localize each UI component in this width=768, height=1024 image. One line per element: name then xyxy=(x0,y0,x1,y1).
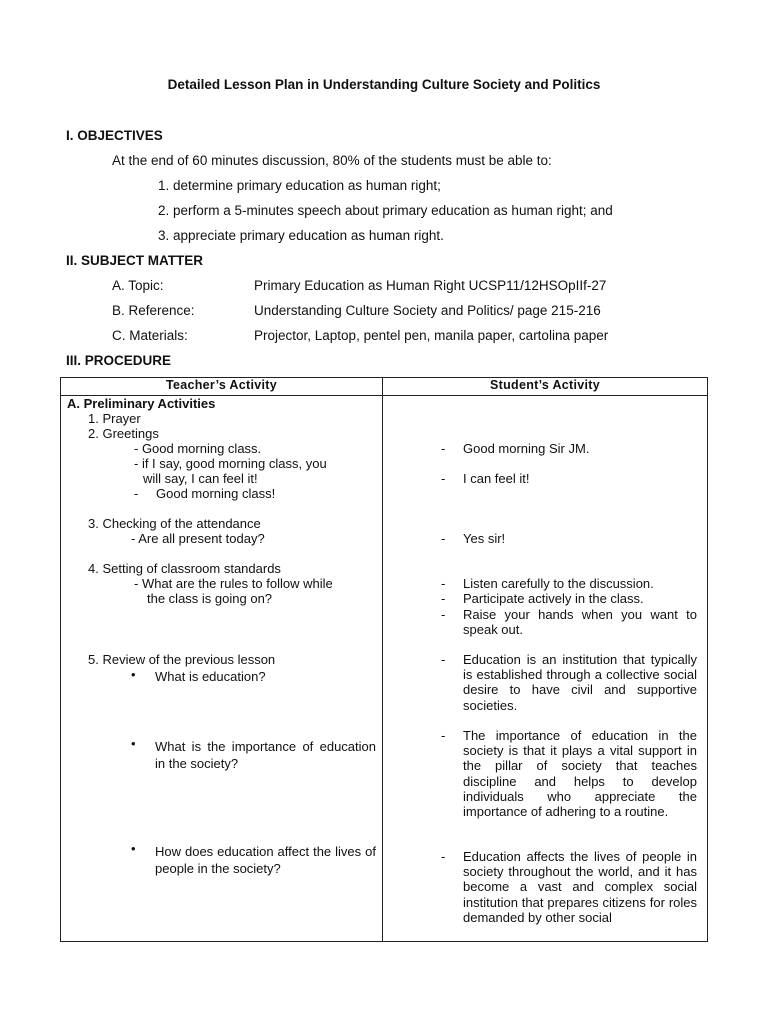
greeting-line: - Good morning class. xyxy=(134,441,262,456)
student-rule: Participate actively in the class. xyxy=(463,591,644,606)
procedure-heading: III. PROCEDURE xyxy=(66,353,172,368)
review-question: What is the importance of education in the society? xyxy=(155,739,376,771)
teacher-activity-cell xyxy=(61,396,383,942)
student-response: Good morning Sir JM. xyxy=(463,441,590,456)
procedure-table xyxy=(60,377,708,942)
student-activity-cell xyxy=(383,396,708,942)
standards-question: - What are the rules to follow while xyxy=(134,576,333,591)
standards-question: the class is going on? xyxy=(147,591,273,606)
objective-item: 2. perform a 5-minutes speech about primary education as human right; and xyxy=(158,203,613,218)
student-rule: Raise your hands when you want to speak out. xyxy=(463,607,697,638)
reference-label: B. Reference: xyxy=(112,303,195,318)
bullet-marker: • xyxy=(131,841,136,856)
review-question: What is education? xyxy=(155,669,266,684)
subject-matter-heading: II. SUBJECT MATTER xyxy=(66,253,204,268)
preliminary-activities-heading: A. Preliminary Activities xyxy=(67,396,216,411)
reference-value: Understanding Culture Society and Politics/ page 215-216 xyxy=(254,303,601,318)
objectives-heading: I. OBJECTIVES xyxy=(66,128,163,143)
dash-marker: - xyxy=(441,576,446,591)
dash-marker: - xyxy=(441,728,446,743)
student-response: I can feel it! xyxy=(463,471,530,486)
dash-marker: - xyxy=(134,486,139,501)
student-activity-header: Student’s Activity xyxy=(383,378,708,396)
objective-item: 1. determine primary education as human right; xyxy=(158,178,441,193)
attendance-question: - Are all present today? xyxy=(131,531,265,546)
greeting-line: Good morning class! xyxy=(156,486,276,501)
topic-label: A. Topic: xyxy=(112,278,164,293)
dash-marker: - xyxy=(441,591,446,606)
bullet-marker: • xyxy=(131,736,136,751)
student-answer: The importance of education in the society is that it plays a vital support in the pillar of society that teaches discipline and helps to develop individuals who appreciate the importance of adhering to a routine. xyxy=(463,728,697,820)
prayer: 1. Prayer xyxy=(88,411,141,426)
dash-marker: - xyxy=(441,849,446,864)
student-response: Yes sir! xyxy=(463,531,506,546)
greetings: 2. Greetings xyxy=(88,426,159,441)
student-rule: Listen carefully to the discussion. xyxy=(463,576,654,591)
review-previous-lesson: 5. Review of the previous lesson xyxy=(88,652,276,667)
materials-value: Projector, Laptop, pentel pen, manila paper, cartolina paper xyxy=(254,328,609,343)
classroom-standards: 4. Setting of classroom standards xyxy=(88,561,281,576)
dash-marker: - xyxy=(441,531,446,546)
topic-value: Primary Education as Human Right UCSP11/12HSOpIIf-27 xyxy=(254,278,607,293)
materials-label: C. Materials: xyxy=(112,328,188,343)
student-answer: Education affects the lives of people in society throughout the world, and it has become a vast and complex social institution that prepares citizens for roles demanded by other social xyxy=(463,849,697,925)
student-answer: Education is an institution that typically is established through a collective social desire to have civil and supportive societies. xyxy=(463,652,697,713)
objectives-intro: At the end of 60 minutes discussion, 80% of the students must be able to: xyxy=(112,153,552,168)
bullet-marker: • xyxy=(131,667,136,682)
page-title: Detailed Lesson Plan in Understanding Culture Society and Politics xyxy=(167,77,601,92)
attendance: 3. Checking of the attendance xyxy=(88,516,261,531)
dash-marker: - xyxy=(441,652,446,667)
greeting-line: - if I say, good morning class, you xyxy=(134,456,327,471)
dash-marker: - xyxy=(441,471,446,486)
review-question: How does education affect the lives of people in the society? xyxy=(155,844,376,876)
objective-item: 3. appreciate primary education as human right. xyxy=(158,228,444,243)
dash-marker: - xyxy=(441,607,446,622)
greeting-line: will say, I can feel it! xyxy=(143,471,258,486)
dash-marker: - xyxy=(441,441,446,456)
teacher-activity-header: Teacher’s Activity xyxy=(61,378,383,396)
